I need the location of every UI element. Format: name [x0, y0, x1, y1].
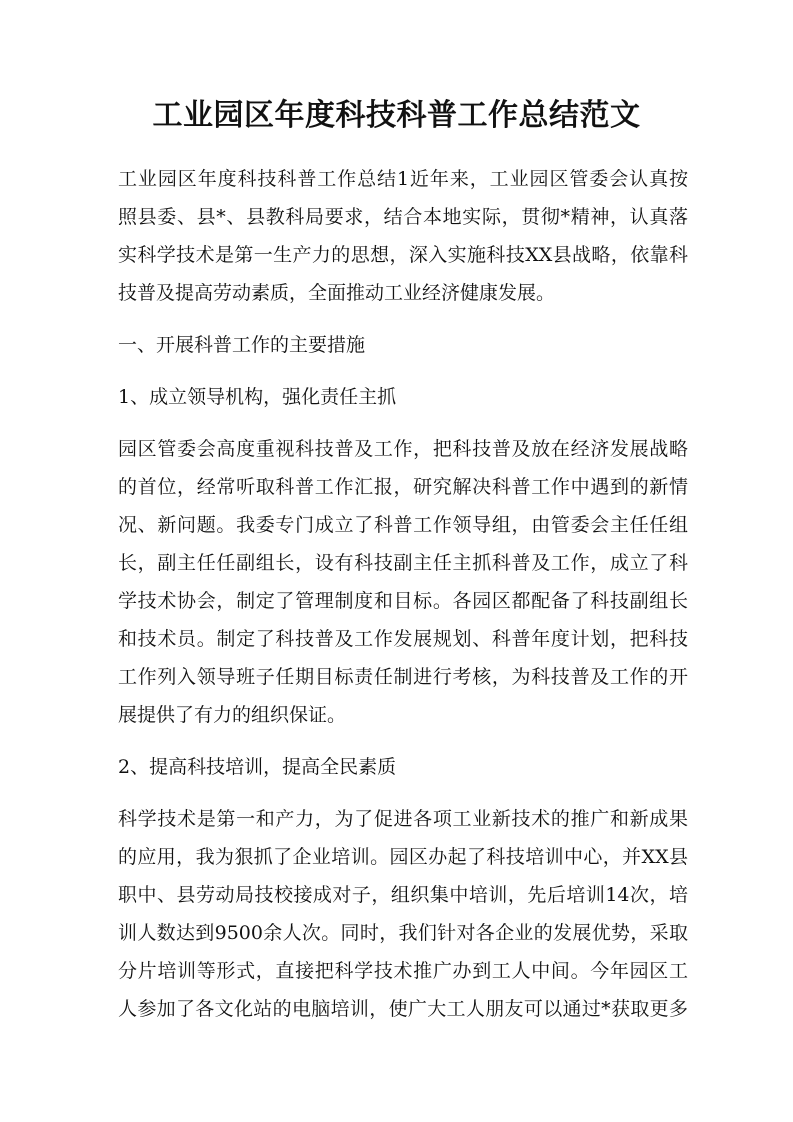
training-paragraph: [118, 800, 688, 1028]
subsection-heading-leadership: 1、成立领导机构，强化责任主抓: [118, 386, 397, 408]
text-line: 职中、县劳动局技校接成对子，组织集中培训，先后培训14次，培: [118, 884, 688, 906]
text-line: 技普及提高劳动素质，全面推动工业经济健康发展。: [118, 282, 556, 304]
text-line: 园区管委会高度重视科技普及工作，把科技普及放在经济发展战略: [118, 438, 688, 460]
text-line: 照县委、县*、县教科局要求，结合本地实际，贯彻*精神，认真落: [118, 206, 688, 228]
text-line: 分片培训等形式，直接把科学技术推广办到工人中间。今年园区工: [118, 960, 688, 982]
text-line: 科学技术是第一和产力，为了促进各项工业新技术的推广和新成果: [118, 808, 688, 830]
document-body: [118, 160, 688, 1042]
leadership-paragraph: [118, 430, 688, 734]
text-line: 学技术协会，制定了管理制度和目标。各园区都配备了科技副组长: [118, 590, 688, 612]
text-line: 的应用，我为狠抓了企业培训。园区办起了科技培训中心，并XX县: [118, 846, 688, 868]
text-line: 人参加了各文化站的电脑培训，使广大工人朋友可以通过*获取更多: [118, 998, 688, 1020]
subsection-heading-training: 2、提高科技培训，提高全民素质: [118, 756, 397, 778]
text-line: 实科学技术是第一生产力的思想，深入实施科技XX县战略，依靠科: [118, 244, 688, 266]
text-line: 工业园区年度科技科普工作总结1近年来，工业园区管委会认真按: [118, 168, 688, 190]
text-line: 况、新问题。我委专门成立了科普工作领导组，由管委会主任任组: [118, 514, 688, 536]
text-line: 长，副主任任副组长，设有科技副主任主抓科普及工作，成立了科: [118, 552, 688, 574]
section-heading-measures: 一、开展科普工作的主要措施: [118, 334, 366, 356]
text-line: 的首位，经常听取科普工作汇报，研究解决科普工作中遇到的新情: [118, 476, 688, 498]
intro-paragraph: [118, 160, 688, 312]
text-line: 工作列入领导班子任期目标责任制进行考核，为科技普及工作的开: [118, 666, 688, 688]
text-line: 和技术员。制定了科技普及工作发展规划、科普年度计划，把科技: [118, 628, 688, 650]
document-title: 工业园区年度科技科普工作总结范文: [152, 98, 641, 133]
text-line: 训人数达到9500余人次。同时，我们针对各企业的发展优势，采取: [118, 922, 688, 944]
text-line: 展提供了有力的组织保证。: [118, 704, 347, 726]
